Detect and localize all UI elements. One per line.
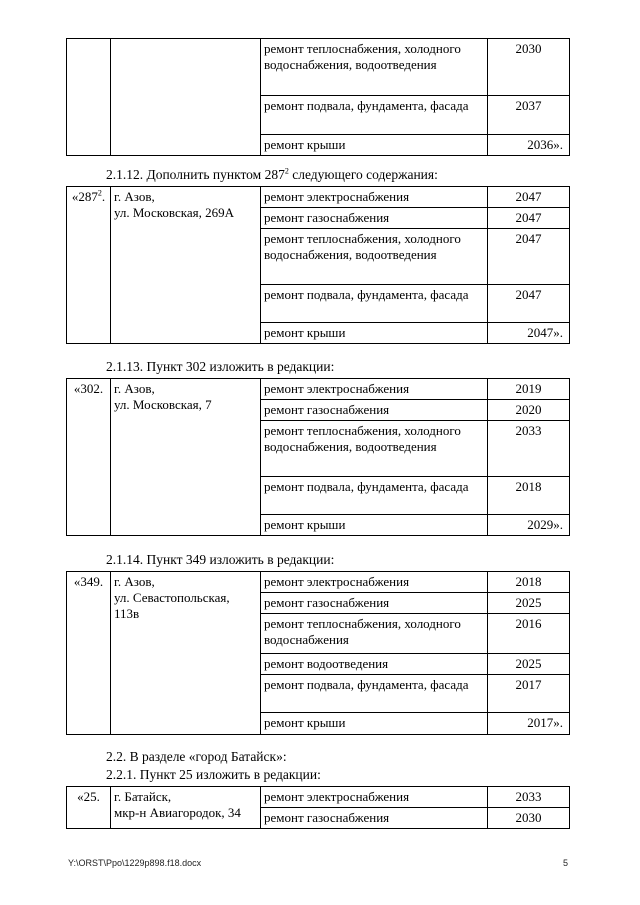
item-number-cell xyxy=(67,39,111,156)
year-cell: 2017 xyxy=(488,675,570,713)
table-row xyxy=(67,379,570,400)
year-cell: 2016 xyxy=(488,614,570,654)
year-cell: 2033 xyxy=(488,421,570,477)
year-cell: 2019 xyxy=(488,379,570,400)
work-cell: ремонт газоснабжения xyxy=(261,208,488,229)
table-row xyxy=(67,187,570,208)
address-cell: г. Азов, ул. Севастопольская, 113в xyxy=(111,572,261,735)
year-cell: 2030 xyxy=(488,39,570,96)
table-item-287-2 xyxy=(66,186,570,344)
item-number-cell: «349. xyxy=(67,572,111,735)
table-row xyxy=(67,787,570,808)
year-cell: 2037 xyxy=(488,96,570,135)
year-cell: 2025 xyxy=(488,654,570,675)
continued-table xyxy=(66,38,570,156)
year-cell: 2047 xyxy=(488,208,570,229)
work-cell: ремонт крыши xyxy=(261,713,488,735)
year-cell: 2030 xyxy=(488,808,570,829)
page-number: 5 xyxy=(562,858,568,868)
year-cell: 2020 xyxy=(488,400,570,421)
work-cell: ремонт крыши xyxy=(261,135,488,156)
year-cell: 2018 xyxy=(488,477,570,515)
work-cell: ремонт теплоснабжения, холодного водоснабжения, водоотведения xyxy=(261,421,488,477)
year-cell: 2025 xyxy=(488,593,570,614)
year-cell: 2047». xyxy=(488,323,570,344)
work-cell: ремонт электроснабжения xyxy=(261,572,488,593)
work-cell: ремонт газоснабжения xyxy=(261,593,488,614)
section-heading-2-1-13: 2.1.13. Пункт 302 изложить в редакции: xyxy=(106,359,335,374)
work-cell: ремонт теплоснабжения, холодного водоснабжения, водоотведения xyxy=(261,229,488,285)
section-heading-2-1-12: 2.1.12. Дополнить пунктом $287^2$ следующего содержания: xyxy=(106,166,438,182)
table-item-25 xyxy=(66,786,570,829)
year-cell: 2047 xyxy=(488,229,570,285)
work-cell: ремонт крыши xyxy=(261,323,488,344)
work-cell: ремонт подвала, фундамента, фасада xyxy=(261,96,488,135)
work-cell: ремонт водоотведения xyxy=(261,654,488,675)
table-item-302 xyxy=(66,378,570,536)
work-cell: ремонт крыши xyxy=(261,515,488,536)
section-heading-2-1-14: 2.1.14. Пункт 349 изложить в редакции: xyxy=(106,552,335,567)
year-cell: 2033 xyxy=(488,787,570,808)
section-heading-2-2-1: 2.2.1. Пункт 25 изложить в редакции: xyxy=(106,767,321,782)
work-cell: ремонт электроснабжения xyxy=(261,187,488,208)
work-cell: ремонт газоснабжения xyxy=(261,808,488,829)
footer-file-path: Y:\ORST\Ppo\1229p898.f18.docx xyxy=(68,858,202,868)
work-cell: ремонт электроснабжения xyxy=(261,787,488,808)
year-cell: 2029». xyxy=(488,515,570,536)
year-cell: 2047 xyxy=(488,285,570,323)
address-cell: г. Азов, ул. Московская, 269А xyxy=(111,187,261,344)
year-cell: 2018 xyxy=(488,572,570,593)
item-number-cell: «$287^2$. xyxy=(67,187,111,344)
work-cell: ремонт газоснабжения xyxy=(261,400,488,421)
item-number-cell: «302. xyxy=(67,379,111,536)
item-number-cell: «25. xyxy=(67,787,111,829)
work-cell: ремонт теплоснабжения, холодного водоснабжения xyxy=(261,614,488,654)
work-cell: ремонт подвала, фундамента, фасада xyxy=(261,675,488,713)
work-cell: ремонт подвала, фундамента, фасада xyxy=(261,477,488,515)
table-row xyxy=(67,39,570,96)
address-cell: г. Азов, ул. Московская, 7 xyxy=(111,379,261,536)
year-cell: 2017». xyxy=(488,713,570,735)
section-heading-2-2: 2.2. В разделе «город Батайск»: xyxy=(106,749,287,764)
work-cell: ремонт электроснабжения xyxy=(261,379,488,400)
table-row xyxy=(67,572,570,593)
table-item-349 xyxy=(66,571,570,735)
year-cell: 2036». xyxy=(488,135,570,156)
work-cell: ремонт подвала, фундамента, фасада xyxy=(261,285,488,323)
work-cell: ремонт теплоснабжения, холодного водоснабжения, водоотведения xyxy=(261,39,488,96)
address-cell xyxy=(111,39,261,156)
year-cell: 2047 xyxy=(488,187,570,208)
address-cell: г. Батайск, мкр-н Авиагородок, 34 xyxy=(111,787,261,829)
